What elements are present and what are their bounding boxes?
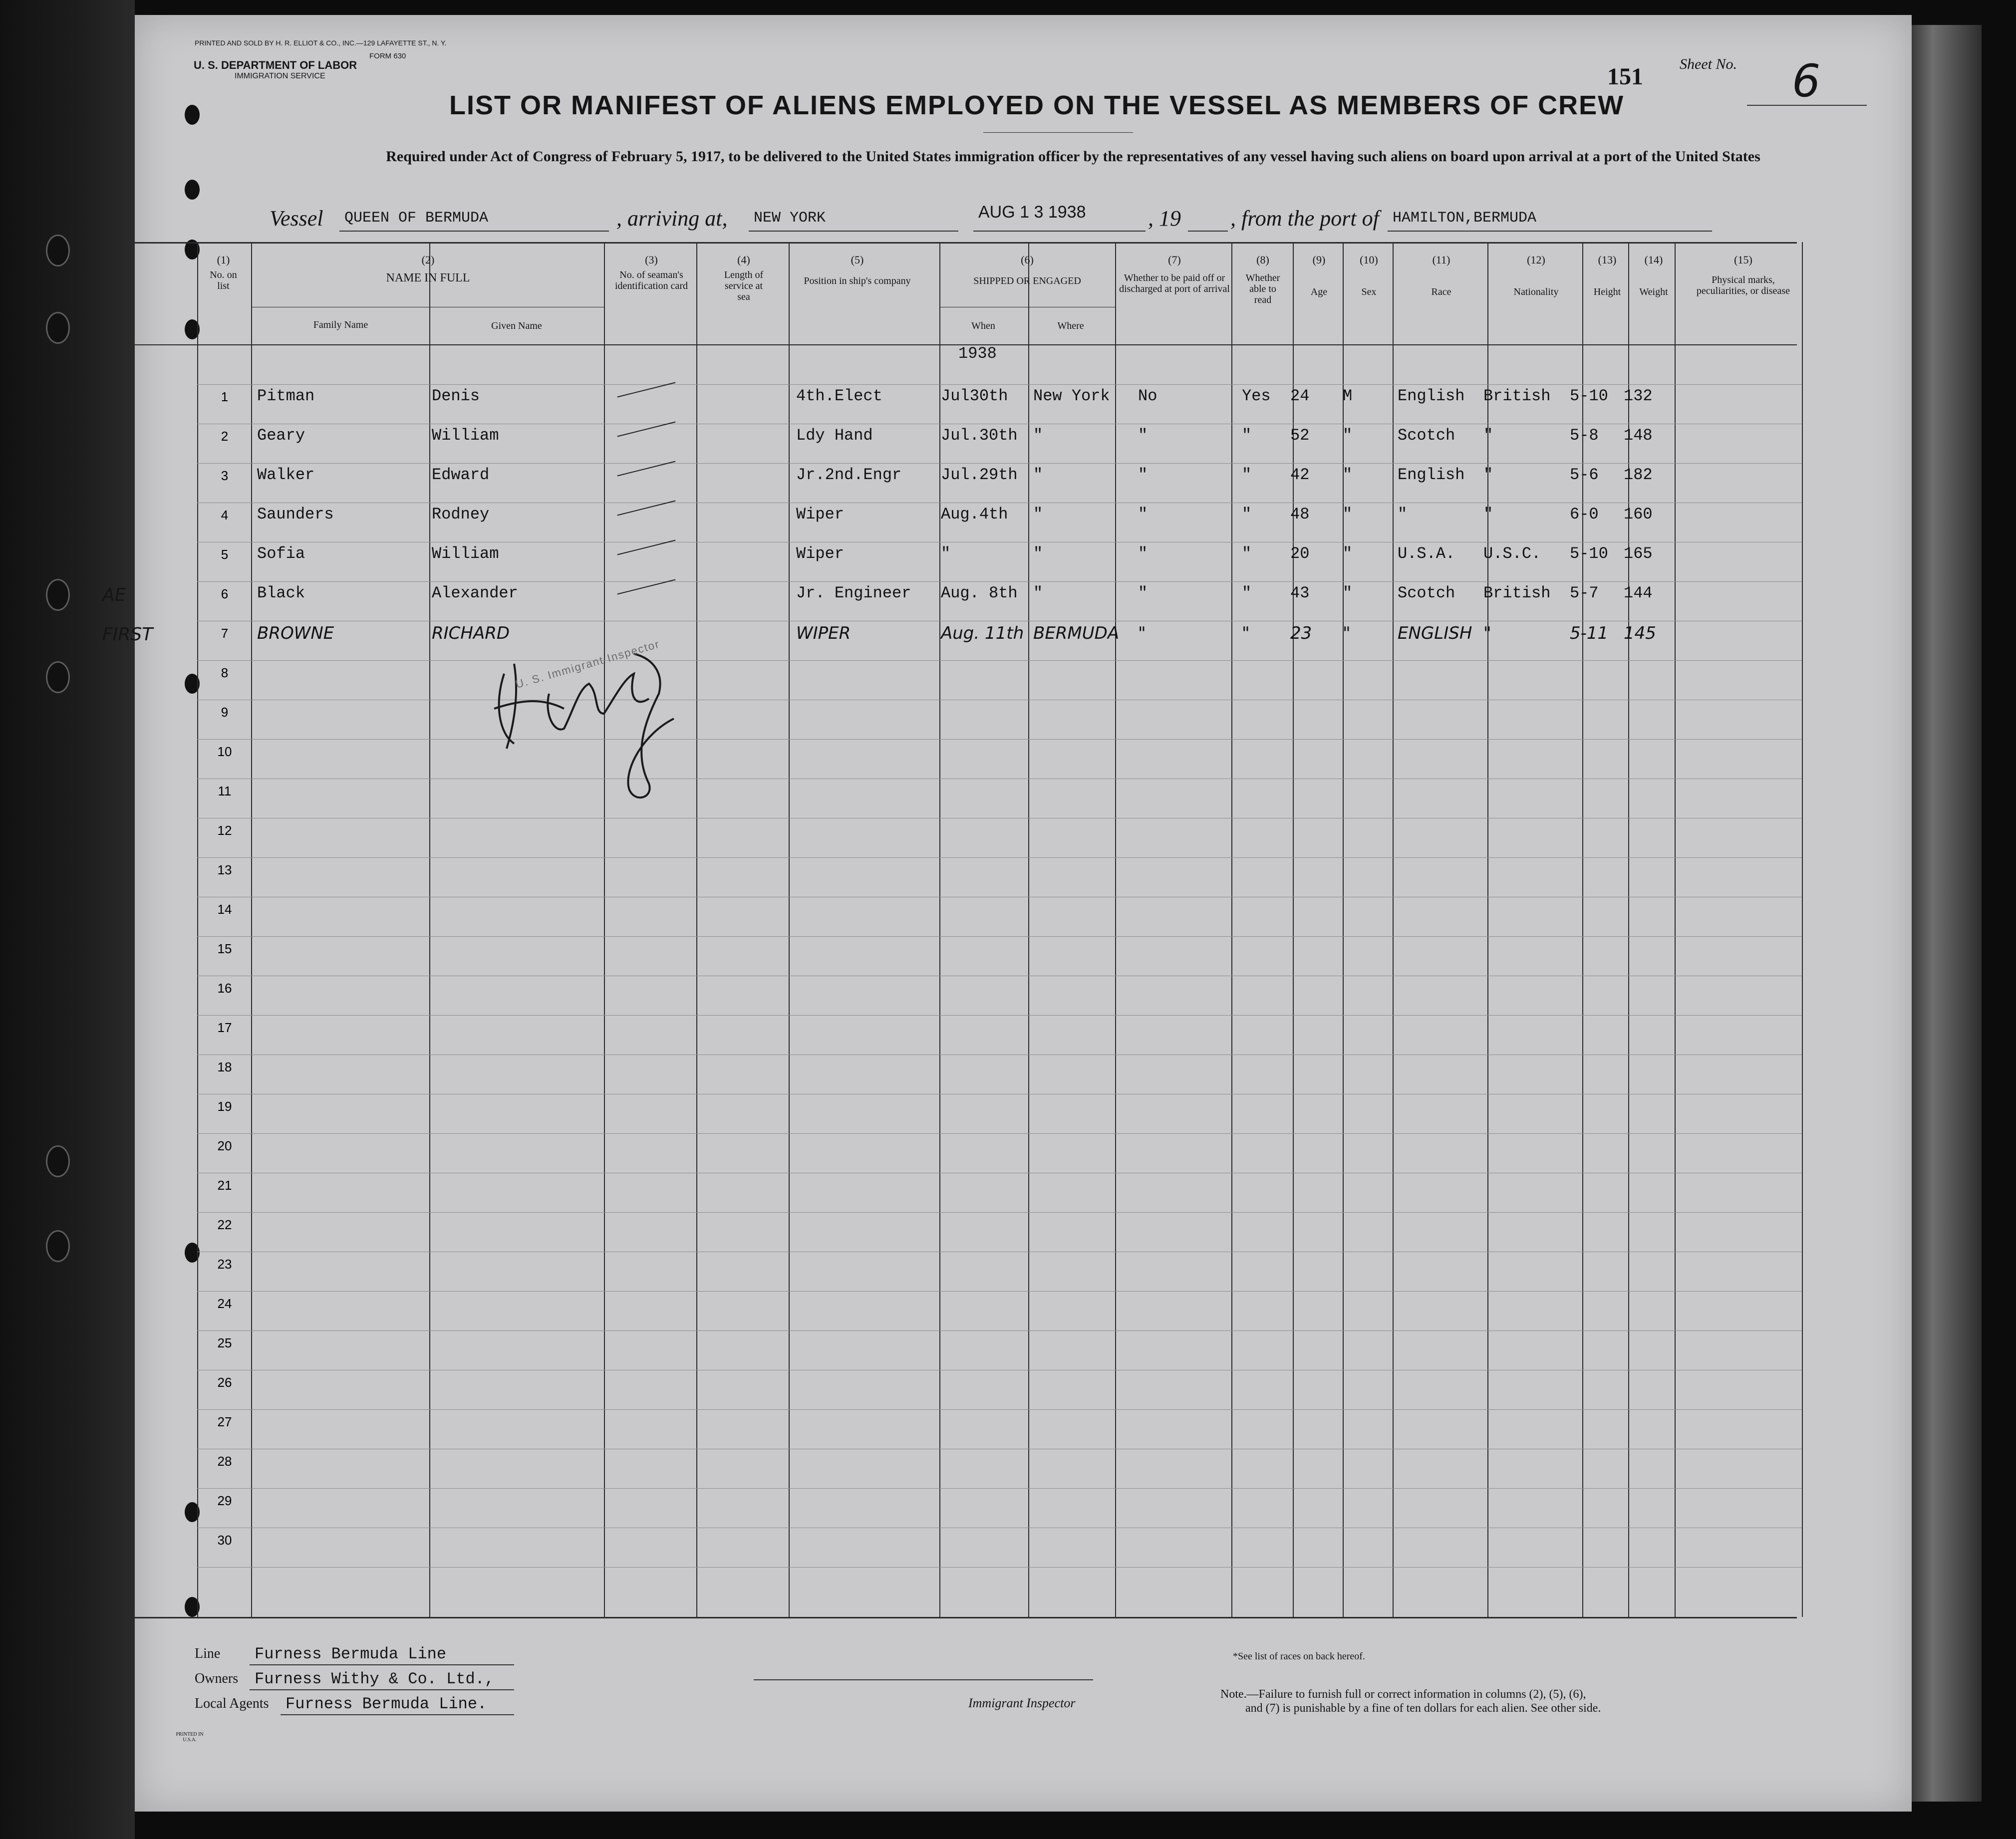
from-port: HAMILTON,BERMUDA xyxy=(1393,210,1537,227)
col13-header xyxy=(1585,255,1630,297)
col2-label: NAME IN FULL xyxy=(386,271,470,284)
column-rule xyxy=(1293,242,1294,1617)
column-rule xyxy=(1231,242,1232,1617)
cell-weight: 144 xyxy=(1624,584,1653,602)
arriving-port: NEW YORK xyxy=(754,210,826,227)
cell-when: Aug.4th xyxy=(941,505,1008,524)
service-name: IMMIGRATION SERVICE xyxy=(235,72,325,80)
col6-when-header: When xyxy=(971,320,995,331)
col2-given-header: Given Name xyxy=(491,320,542,331)
col4-label: Length of service at sea xyxy=(724,269,764,302)
col12-label: Nationality xyxy=(1513,286,1559,297)
col3-number: (3) xyxy=(645,254,658,266)
cell-race: U.S.A. xyxy=(1398,544,1455,563)
column-rule xyxy=(604,242,605,1617)
cell-height: 5-6 xyxy=(1570,466,1599,484)
col2-header xyxy=(252,255,604,283)
cell-read: " xyxy=(1242,466,1252,484)
vessel-label: Vessel xyxy=(270,206,323,231)
row-number: 19 xyxy=(217,1099,232,1114)
cell-paid: " xyxy=(1138,505,1148,524)
row-number: 24 xyxy=(217,1296,232,1311)
sheet-label: Sheet No. xyxy=(1680,56,1737,72)
binder-edge xyxy=(0,0,135,1839)
col11-number: (11) xyxy=(1432,254,1450,266)
cell-age: 52 xyxy=(1290,426,1310,445)
cell-age: 23 xyxy=(1290,623,1312,643)
page-number: 151 xyxy=(1607,63,1643,90)
cell-when: Aug. 8th xyxy=(941,584,1018,602)
form-number: FORM 630 xyxy=(369,52,406,60)
col13-number: (13) xyxy=(1598,254,1617,266)
footer-owners-underline xyxy=(250,1689,514,1690)
cell-position: 4th.Elect xyxy=(796,387,882,405)
cell-weight: 132 xyxy=(1624,387,1653,405)
cell-nationality: " xyxy=(1483,505,1493,524)
row-rule xyxy=(197,1015,1802,1016)
manifest-page xyxy=(102,15,1912,1812)
row-rule xyxy=(197,463,1802,464)
document-title: LIST OR MANIFEST OF ALIENS EMPLOYED ON THE VESSEL AS MEMBERS OF CREW xyxy=(449,90,1625,120)
cell-paid: " xyxy=(1138,426,1148,445)
col5-header xyxy=(791,255,923,286)
footer-agents-value: Furness Bermuda Line. xyxy=(286,1695,487,1713)
col15-number: (15) xyxy=(1734,254,1752,266)
binder-hole xyxy=(46,235,70,266)
footer-owners-label: Owners xyxy=(195,1671,239,1686)
row-number: 30 xyxy=(217,1533,232,1548)
cell-weight: 165 xyxy=(1624,544,1653,563)
binder-hole xyxy=(46,1230,70,1262)
cell-age: 48 xyxy=(1290,505,1310,524)
row-rule xyxy=(197,660,1802,661)
row-rule xyxy=(197,1488,1802,1489)
row-number: 8 xyxy=(221,665,229,680)
binder-hole xyxy=(46,661,70,693)
cell-sex: " xyxy=(1343,426,1353,445)
from-port-underline xyxy=(1388,231,1712,232)
cell-position: WIPER xyxy=(796,623,851,643)
cell-nationality: U.S.C. xyxy=(1483,544,1541,563)
cell-paid: " xyxy=(1138,584,1148,602)
col8-number: (8) xyxy=(1256,254,1269,266)
cell-weight: 145 xyxy=(1624,623,1656,643)
cell-nationality: British xyxy=(1483,584,1551,602)
cell-nationality: British xyxy=(1483,387,1551,405)
cell-given: RICHARD xyxy=(432,623,510,643)
row-number: 29 xyxy=(217,1493,232,1508)
sheet-underline xyxy=(1747,105,1867,106)
cell-race: ENGLISH xyxy=(1398,623,1472,643)
arriving-label: , arriving at, xyxy=(616,206,728,231)
cell-sex: M xyxy=(1343,387,1353,405)
year-note: 1938 xyxy=(958,344,997,363)
column-rule xyxy=(1802,242,1803,1617)
row-rule xyxy=(197,1291,1802,1292)
col4-header xyxy=(699,255,789,302)
cell-age: 42 xyxy=(1290,466,1310,484)
cell-when: Aug. 11th xyxy=(941,623,1024,643)
cell-when: Jul.30th xyxy=(941,426,1018,445)
binder-hole xyxy=(46,1145,70,1177)
col14-label: Weight xyxy=(1639,286,1668,297)
row-number: 16 xyxy=(217,981,232,996)
from-port-label: , from the port of xyxy=(1230,206,1379,231)
cell-read: " xyxy=(1242,544,1252,563)
col15-label: Physical marks, peculiarities, or disease xyxy=(1696,274,1790,296)
cell-race: English xyxy=(1398,387,1465,405)
row-number: 12 xyxy=(217,823,232,838)
row-rule xyxy=(197,384,1802,385)
column-rule xyxy=(197,242,198,1617)
column-rule xyxy=(939,242,940,1617)
col3-header xyxy=(606,255,696,291)
cell-where: " xyxy=(1033,466,1043,484)
cell-read: Yes xyxy=(1242,387,1271,405)
cell-family: Black xyxy=(257,584,305,602)
col6-number: (6) xyxy=(1021,254,1034,266)
cell-height: 5-7 xyxy=(1570,584,1599,602)
footer-line-label: Line xyxy=(195,1646,221,1661)
row-rule xyxy=(197,581,1802,582)
col8-header xyxy=(1233,255,1293,305)
cell-when: " xyxy=(941,544,951,563)
cell-weight: 148 xyxy=(1624,426,1653,445)
cell-read: " xyxy=(1242,623,1250,643)
cell-race: Scotch xyxy=(1398,584,1455,602)
col7-header xyxy=(1117,255,1232,294)
column-rule xyxy=(1487,242,1488,1617)
column-rule xyxy=(696,242,697,1617)
vessel-underline xyxy=(339,231,609,232)
footer-line-value: Furness Bermuda Line xyxy=(255,1645,447,1663)
year-underline xyxy=(1188,231,1228,232)
column-rule xyxy=(1115,242,1116,1617)
row-number: 6 xyxy=(221,586,229,601)
cell-height: 5-11 xyxy=(1570,623,1609,643)
column-rule xyxy=(1028,242,1029,1617)
col7-label: Whether to be paid off or discharged at port of arrival xyxy=(1119,272,1230,294)
row-number: 13 xyxy=(217,862,232,877)
col4-number: (4) xyxy=(737,254,750,266)
column-rule xyxy=(1343,242,1344,1617)
row-rule xyxy=(197,1567,1802,1568)
title-rule xyxy=(983,132,1133,133)
col7-number: (7) xyxy=(1168,254,1181,266)
row-number: 11 xyxy=(218,784,232,798)
cell-paid: " xyxy=(1138,544,1148,563)
col10-label: Sex xyxy=(1361,286,1377,297)
year-label: , 19 xyxy=(1148,206,1181,231)
col1-number: (1) xyxy=(217,254,230,266)
column-rule xyxy=(1675,242,1676,1617)
column-rule xyxy=(1628,242,1629,1617)
col11-label: Race xyxy=(1431,286,1451,297)
row-rule xyxy=(197,1133,1802,1134)
col14-number: (14) xyxy=(1644,254,1663,266)
row-rule xyxy=(197,1330,1802,1331)
row-rule xyxy=(197,1054,1802,1055)
cell-position: Wiper xyxy=(796,505,845,524)
footer-agents-label: Local Agents xyxy=(195,1696,269,1711)
col9-number: (9) xyxy=(1312,254,1326,266)
footer-agents-underline xyxy=(281,1714,514,1715)
row-number: 9 xyxy=(221,705,229,720)
column-rule xyxy=(251,242,252,1617)
row-number: 2 xyxy=(221,429,229,444)
row-number: 4 xyxy=(221,508,229,523)
sheet-number: 6 xyxy=(1792,55,1821,107)
row-number: 28 xyxy=(217,1454,232,1469)
col13-label: Height xyxy=(1593,286,1621,297)
cell-family: Geary xyxy=(257,426,305,445)
punch-hole xyxy=(185,180,200,200)
arriving-underline xyxy=(749,231,958,232)
cell-family: Walker xyxy=(257,466,315,484)
cell-given: William xyxy=(432,544,499,563)
footer-owners-value: Furness Withy & Co. Ltd., xyxy=(255,1670,495,1688)
column-rule xyxy=(789,242,790,1617)
cell-family: Saunders xyxy=(257,505,334,524)
cell-height: 6-0 xyxy=(1570,505,1599,524)
inspector-signature-line xyxy=(754,1679,1093,1680)
cell-nationality: " xyxy=(1483,426,1493,445)
cell-height: 5-8 xyxy=(1570,426,1599,445)
col10-number: (10) xyxy=(1360,254,1378,266)
row-rule xyxy=(197,739,1802,740)
cell-where: " xyxy=(1033,426,1043,445)
row-rule xyxy=(197,1212,1802,1213)
row-rule xyxy=(197,1409,1802,1410)
col12-header xyxy=(1490,255,1582,297)
col3-label: No. of seaman's identification card xyxy=(614,269,688,291)
row-number: 20 xyxy=(217,1138,232,1153)
row-number: 27 xyxy=(217,1414,232,1429)
row-number: 1 xyxy=(221,389,229,404)
cell-family: Sofia xyxy=(257,544,305,563)
date-underline xyxy=(973,231,1146,232)
col12-number: (12) xyxy=(1527,254,1545,266)
cell-race: " xyxy=(1398,505,1408,524)
row-number: 21 xyxy=(217,1178,232,1193)
row-number: 3 xyxy=(221,468,229,483)
inspector-label: Immigrant Inspector xyxy=(968,1696,1076,1710)
cell-height: 5-10 xyxy=(1570,387,1608,405)
row-number: 22 xyxy=(217,1217,232,1232)
footer-line-underline xyxy=(250,1664,514,1665)
cell-read: " xyxy=(1242,584,1252,602)
row-number: 23 xyxy=(217,1257,232,1272)
cell-sex: " xyxy=(1343,584,1353,602)
cell-given: William xyxy=(432,426,499,445)
cell-position: Jr. Engineer xyxy=(796,584,911,602)
cell-read: " xyxy=(1242,426,1252,445)
cell-where: " xyxy=(1033,584,1043,602)
row-number: 18 xyxy=(217,1059,232,1074)
cell-weight: 182 xyxy=(1624,466,1653,484)
column-rule xyxy=(1393,242,1394,1617)
cell-family: BROWNE xyxy=(257,623,334,643)
cell-where: BERMUDA xyxy=(1033,623,1120,643)
cell-race: Scotch xyxy=(1398,426,1455,445)
stamp-text: U. S. Immigrant Inspector xyxy=(514,637,661,691)
penalty-note-1: Note.—Failure to furnish full or correct information in columns (2), (5), (6), xyxy=(1220,1688,1586,1701)
binding-strip xyxy=(1912,25,1982,1802)
binder-hole xyxy=(46,312,70,344)
row-number: 15 xyxy=(217,941,232,956)
cell-age: 24 xyxy=(1290,387,1310,405)
cell-given: Alexander xyxy=(432,584,518,602)
cell-age: 20 xyxy=(1290,544,1310,563)
column-rule xyxy=(429,242,430,1617)
printed-mark: PRINTED IN U.S.A. xyxy=(176,1732,204,1743)
row-number: 10 xyxy=(217,744,232,759)
penalty-note-2: and (7) is punishable by a fine of ten dollars for each alien. See other side. xyxy=(1245,1702,1601,1715)
cell-given: Rodney xyxy=(432,505,490,524)
printer-credit: PRINTED AND SOLD BY H. R. ELLIOT & CO., INC.—129 LAFAYETTE ST., N. Y. xyxy=(195,39,447,47)
cell-where: " xyxy=(1033,505,1043,524)
cell-weight: 160 xyxy=(1624,505,1653,524)
cell-nationality: " xyxy=(1483,623,1491,643)
binder-hole xyxy=(46,579,70,611)
cell-sex: " xyxy=(1343,623,1351,643)
col15-header xyxy=(1677,255,1809,296)
col1-header xyxy=(197,255,250,291)
cell-read: " xyxy=(1242,505,1252,524)
cell-paid: " xyxy=(1138,466,1148,484)
col6-label: SHIPPED OR ENGAGED xyxy=(973,275,1081,286)
cell-position: Jr.2nd.Engr xyxy=(796,466,902,484)
column-rule xyxy=(1582,242,1583,1617)
col6-where-header: Where xyxy=(1057,320,1084,331)
cell-race: English xyxy=(1398,466,1465,484)
cell-sex: " xyxy=(1343,505,1353,524)
row-number: 25 xyxy=(217,1335,232,1350)
cell-where: New York xyxy=(1033,387,1110,405)
col2-number: (2) xyxy=(421,254,435,266)
margin-note: AE xyxy=(102,585,126,605)
vessel-name: QUEEN OF BERMUDA xyxy=(344,210,489,227)
cell-given: Edward xyxy=(432,466,490,484)
department-name: U. S. DEPARTMENT OF LABOR xyxy=(194,59,357,71)
table-top-rule xyxy=(135,242,1797,244)
cell-age: 43 xyxy=(1290,584,1310,602)
col9-label: Age xyxy=(1310,286,1328,297)
col1-label: No. on list xyxy=(210,269,237,291)
row-rule xyxy=(197,936,1802,937)
col10-header xyxy=(1345,255,1393,297)
cell-given: Denis xyxy=(432,387,480,405)
cell-paid: " xyxy=(1138,623,1146,643)
col6-header xyxy=(939,255,1115,286)
cell-when: Jul.29th xyxy=(941,466,1018,484)
punch-hole xyxy=(185,105,200,125)
cell-sex: " xyxy=(1343,544,1353,563)
row-number: 7 xyxy=(221,626,229,641)
col11-header xyxy=(1395,255,1487,297)
cell-sex: " xyxy=(1343,466,1353,484)
col5-label: Position in ship's company xyxy=(804,275,911,286)
col9-header xyxy=(1295,255,1343,297)
row-number: 26 xyxy=(217,1375,232,1390)
cell-when: Jul30th xyxy=(941,387,1008,405)
row-number: 14 xyxy=(217,902,232,917)
row-number: 5 xyxy=(221,547,229,562)
col2-family-header: Family Name xyxy=(313,319,368,330)
cell-where: " xyxy=(1033,544,1043,563)
table-bottom-rule xyxy=(135,1617,1797,1618)
cell-position: Ldy Hand xyxy=(796,426,873,445)
races-note: *See list of races on back hereof. xyxy=(1233,1651,1365,1662)
row-number: 17 xyxy=(217,1020,232,1035)
row-rule xyxy=(197,857,1802,858)
document-subtitle: Required under Act of Congress of February 5, 1917, to be delivered to the United States immigration officer by the representatives of any vessel having such aliens on board upon arrival at a port of the United States xyxy=(386,148,1760,165)
cell-family: Pitman xyxy=(257,387,315,405)
cell-position: Wiper xyxy=(796,544,845,563)
margin-note: FIRST xyxy=(102,624,153,645)
col14-header xyxy=(1631,255,1676,297)
col8-label: Whether able to read xyxy=(1245,272,1280,305)
arrival-date: AUG 1 3 1938 xyxy=(978,203,1086,222)
col5-number: (5) xyxy=(851,254,864,266)
cell-nationality: " xyxy=(1483,466,1493,484)
cell-height: 5-10 xyxy=(1570,544,1608,563)
cell-paid: No xyxy=(1138,387,1157,405)
